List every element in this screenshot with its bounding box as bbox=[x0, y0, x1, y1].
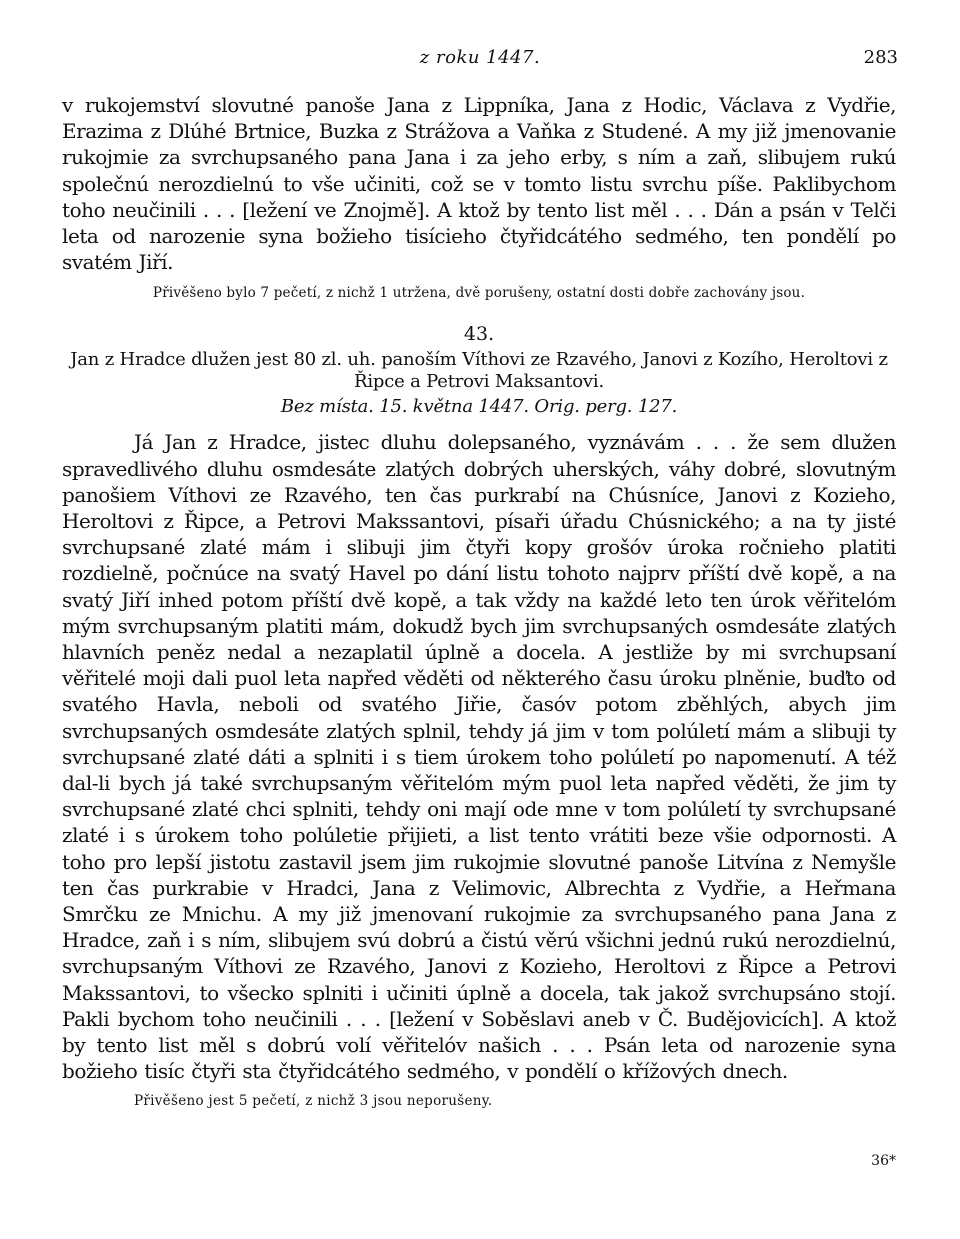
page-body bbox=[62, 92, 896, 1111]
document-seal-note: Přivěšeno jest 5 pečetí, z nichž 3 jsou neporušeny. bbox=[134, 1092, 493, 1109]
document-source-line: Bez místa. 15. května 1447. Orig. perg. 127. bbox=[280, 396, 678, 418]
running-title: z roku 1447. bbox=[419, 47, 541, 68]
document-text: Já Jan z Hradce, jistec dluhu dolepsaného, vyznávám . . . že sem dlužen spravedlivého dluhu osmdesáte zlatých dobrých uherských, váhy dobré, slovutným panošiem Víthovi ze Rzavého, ten čas purkrabí na Chúsníce, Janovi z Kozieho, Heroltovi z Řipce, a Petrovi Makssantovi, písaři úřadu Chúsnického; a na ty jisté svrchupsané zlaté mám i slibuji jim čtyři kopy grošóv úroka ročnieho platiti rozdielně, počnúce na svatý Havel po dání listu tohoto najprv příští dvě kopě, a na svatý Jiří inhed potom příští dvě kopě, a tak vždy na každé leto ten úrok věřitelóm mým svrchupsaným platiti mám, dokudž bych jim svrchupsaných osmdesáte zlatých hlavních peněz nedal a nezaplatil úplně a docela. A jestliže by mi svrchupsaní věřitelé moji dali puol leta napřed věděti od některého času úroku plněnie, buďto od svatého Havla, neboli od svatého Jiřie, časóv potom zběhlých, abych jim svrchupsaných osmdesáte zlatých splnil, tehdy já jim v tom polúletí mám a slibuji ty svrchupsané zlaté dáti a splniti i s tiem úrokem toho polúletí po napomenutí. A též dal-li bych já také svrchupsaným věřitelóm mým puol leta napřed věděti, že jim ty svrchupsané zlaté chci splniti, tehdy oni mají ode mne v tom polúletí ty svrchupsané zlaté i s úrokem toho polúletie přijieti, a list tento vrátiti beze všie odpornosti. A toho pro lepší jistotu zastavil jsem jim rukojmie slovutné panoše Litvína z Nemyšle ten čas purkrabie v Hradci, Jana z Velimovic, Albrechta z Vydřie, a Heřmana Smrčku ze Mnichu. A my již jmenovaní rukojmie za svrchupsaného pana Jana z Hradce, zaň i s ním, slibujem svú dobrú a čistú věrú všichni jednú rukú nerozdielnú, svrchupsaným Víthovi ze Rzavého, Janovi z Kozieho, Heroltovi z Řipce a Petrovi Makssantovi, to všecko splniti i učiniti úplně a docela, tak jakož svrchupsáno stojí. Pakli bychom toho neučinili . . . [ležení v Soběslavi aneb v Č. Budějovicích]. A ktož by tento list měl s dobrú volí věřitelóv našich . . . Psán leta od narozenie syna božieho tisíc čtyři sta čtyřidcátého sedmého, v pondělí o křížových dnech. bbox=[62, 430, 896, 1084]
page-number: 283 bbox=[863, 47, 898, 68]
page-header bbox=[62, 47, 898, 77]
previous-document-text: v rukojemství slovutné panoše Jana z Lippníka, Jana z Hodic, Václava z Vydřie, Erazima z Dlúhé Brtnice, Buzka z Strážova a Vaňka z Studené. A my již jmenovanie rukojmie za svrchupsaného pana Jana i za jeho erby, s ním a zaň, slibujem rukú společnú nerozdielnú to vše učiniti, což se v tomto listu svrchu píše. Paklibychom toho neučinili . . . [ležení ve Znojmě]. A ktož by tento list měl . . . Dán a psán v Telči leta od narozenie syna božieho tisícieho čtyřidcátého sedmého, ten pondělí po svatém Jiří. bbox=[62, 93, 896, 275]
document-number: 43. bbox=[463, 323, 495, 346]
printer-signature-mark: 36* bbox=[871, 1153, 896, 1169]
document-regest: Jan z Hradce dlužen jest 80 zl. uh. panoším Víthovi ze Rzavého, Janovi z Kozího, Heroltovi z Řipce a Petrovi Maksantovi. bbox=[70, 349, 888, 393]
previous-document-seal-note: Přivěšeno bylo 7 pečetí, z nichž 1 utržena, dvě porušeny, ostatní dosti dobře zachovány jsou. bbox=[152, 285, 806, 302]
